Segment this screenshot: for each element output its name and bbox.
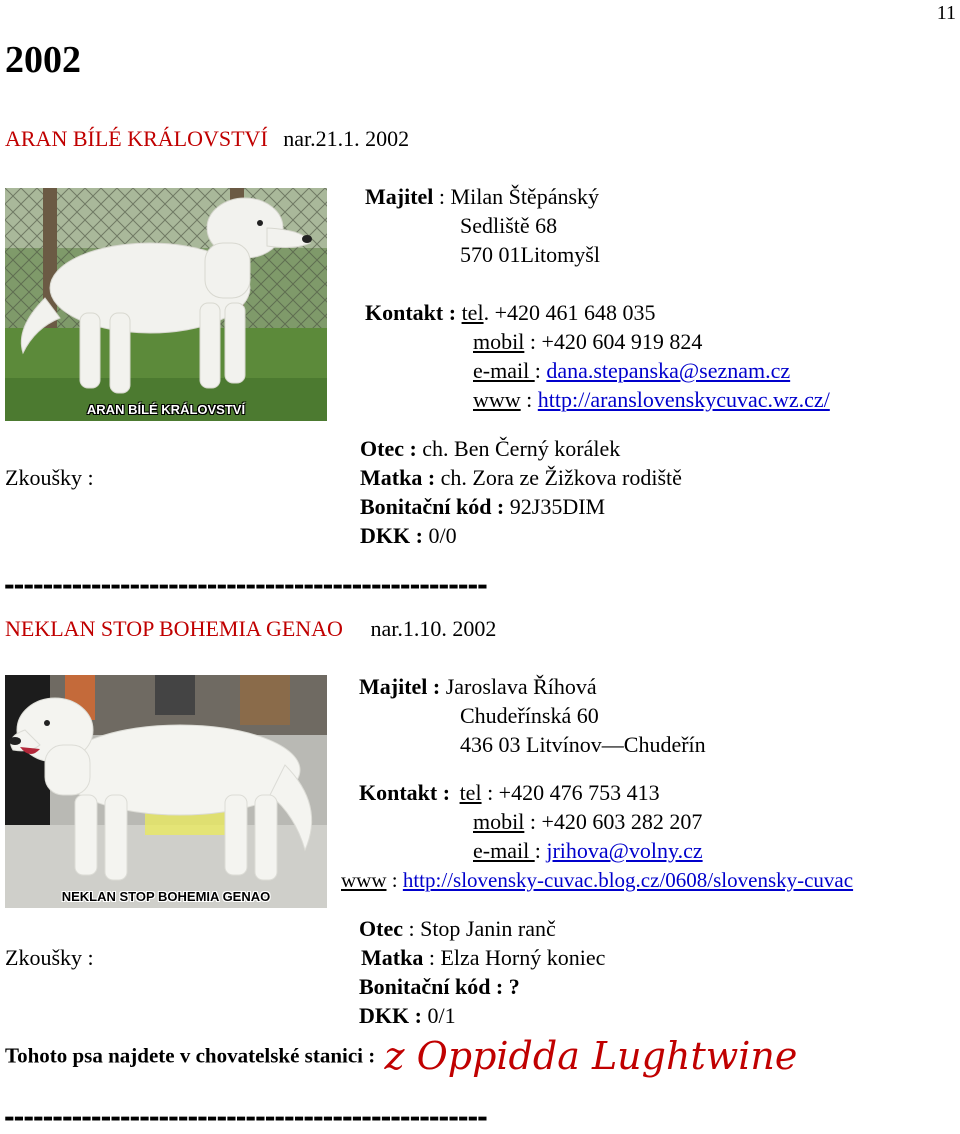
dog1-mother-label: Matka :	[360, 465, 441, 490]
dog2-address2: 436 03 Litvínov—Chudeřín	[460, 732, 706, 757]
dog1-bonitation-value: 92J35DIM	[509, 494, 606, 519]
dog2-owner-line	[359, 674, 597, 700]
dog2-father-value: : Stop Janin ranč	[402, 916, 556, 941]
dog2-photo-caption: NEKLAN STOP BOHEMIA GENAO	[61, 889, 271, 904]
dog1-tel-label: tel	[461, 300, 484, 325]
dog2-owner-label: Majitel :	[359, 674, 446, 699]
dog1-www-line	[473, 387, 830, 413]
dog1-mobil-line	[473, 329, 702, 355]
dog1-www-label: www	[473, 387, 521, 412]
dog2-tel-label: tel	[459, 780, 482, 805]
dog2-exams-label: Zkoušky :	[5, 945, 94, 970]
dog2-photo	[5, 675, 327, 908]
dog1-mobil-label: mobil	[473, 329, 525, 354]
dog2-email-link[interactable]: jrihova@volny.cz	[546, 838, 703, 863]
dog1-www-sep: :	[520, 387, 538, 412]
dog1-email-line	[473, 358, 790, 384]
dog2-mother-value: : Elza Horný koniec	[423, 945, 606, 970]
dog2-www-link[interactable]: http://slovensky-cuvac.blog.cz/0608/slovensky-cuvac	[402, 868, 854, 892]
dog2-contact-label: Kontakt :	[359, 780, 456, 805]
dog1-father-label: Otec :	[360, 436, 423, 461]
dog2-address1: Chudeřínská 60	[460, 703, 599, 728]
dog1-owner-sep: :	[433, 184, 451, 209]
dog2-father-line	[359, 916, 556, 942]
dog1-tel-line	[365, 300, 655, 326]
dog2-email-sep: :	[534, 838, 547, 863]
dog1-owner-name: Milan Štěpánský	[450, 184, 600, 209]
dog2-birth: nar.1.10. 2002	[370, 616, 497, 641]
dog2-mobil-line	[473, 809, 702, 835]
dog1-dkk-value: 0/0	[428, 523, 457, 548]
dog1-photo-caption: ARAN BÍLÉ KRÁLOVSTVÍ	[86, 402, 246, 417]
dog2-father-label: Otec	[359, 916, 403, 941]
dog2-bonitation-label: Bonitační kód : ?	[359, 974, 520, 999]
dog1-owner-line	[365, 184, 599, 210]
dog2-kennel-line	[5, 1034, 797, 1078]
dog1-photo	[5, 188, 327, 421]
dog1-email-sep: :	[534, 358, 547, 383]
dog2-mobil-label: mobil	[473, 809, 525, 834]
dog1-photo-image	[5, 188, 327, 421]
dog1-name: ARAN BÍLÉ KRÁLOVSTVÍ	[5, 126, 268, 151]
dog2-photo-image	[5, 675, 327, 908]
dog2-tel-line	[359, 780, 660, 806]
dog1-email-link[interactable]: dana.stepanska@seznam.cz	[546, 358, 791, 383]
dog2-title	[5, 616, 496, 642]
dog1-birth: nar.21.1. 2002	[283, 126, 410, 151]
dog2-dkk-label: DKK :	[359, 1003, 428, 1028]
dog1-dkk-label: DKK :	[360, 523, 429, 548]
dog2-www-line	[341, 867, 853, 893]
dog1-owner-label: Majitel	[365, 184, 434, 209]
dog2-kennel-name: z Oppidda Lughtwine	[384, 1034, 798, 1078]
dog2-dkk-line	[359, 1003, 456, 1029]
dog1-mobil-value: : +420 604 919 824	[524, 329, 703, 354]
dog2-dkk-value: 0/1	[427, 1003, 456, 1028]
dog1-mother-value: ch. Zora ze Žižkova rodiště	[440, 465, 682, 490]
dog2-owner-name: Jaroslava Říhová	[445, 674, 597, 699]
dog1-address1: Sedliště 68	[460, 213, 558, 238]
separator-line: --------------------------------------------------	[4, 566, 487, 602]
dog1-bonitation-label: Bonitační kód :	[360, 494, 510, 519]
page-number: 11	[936, 2, 956, 24]
dog2-tel-value: : +420 476 753 413	[481, 780, 660, 805]
dog2-www-sep: :	[386, 868, 403, 892]
dog2-www-label: www	[341, 868, 387, 892]
dog1-bonitation-line	[360, 494, 605, 520]
dog1-dkk-line	[360, 523, 457, 549]
dog2-mobil-value: : +420 603 282 207	[524, 809, 703, 834]
dog1-email-label: e-mail	[473, 358, 535, 383]
dog2-mother-label: Matka	[361, 945, 424, 970]
dog1-father-value: ch. Ben Černý korálek	[422, 436, 621, 461]
dog2-name: NEKLAN STOP BOHEMIA GENAO	[5, 616, 343, 641]
dog1-father-line	[360, 436, 620, 462]
dog1-exams-label: Zkoušky :	[5, 465, 94, 490]
dog1-title	[5, 126, 409, 152]
dog2-email-label: e-mail	[473, 838, 535, 863]
dog1-contact-label: Kontakt :	[365, 300, 462, 325]
dog1-address2: 570 01Litomyšl	[460, 242, 600, 267]
dog1-mother-line	[360, 465, 682, 491]
dog2-email-line	[473, 838, 703, 864]
dog2-kennel-label: Tohoto psa najdete v chovatelské stanici :	[5, 1043, 381, 1068]
year-heading: 2002	[5, 39, 81, 81]
dog2-mother-line	[361, 945, 605, 971]
dog1-tel-value: . +420 461 648 035	[483, 300, 656, 325]
dog1-www-link[interactable]: http://aranslovenskycuvac.wz.cz/	[537, 387, 830, 412]
separator-line-bottom: --------------------------------------------------	[4, 1098, 487, 1134]
